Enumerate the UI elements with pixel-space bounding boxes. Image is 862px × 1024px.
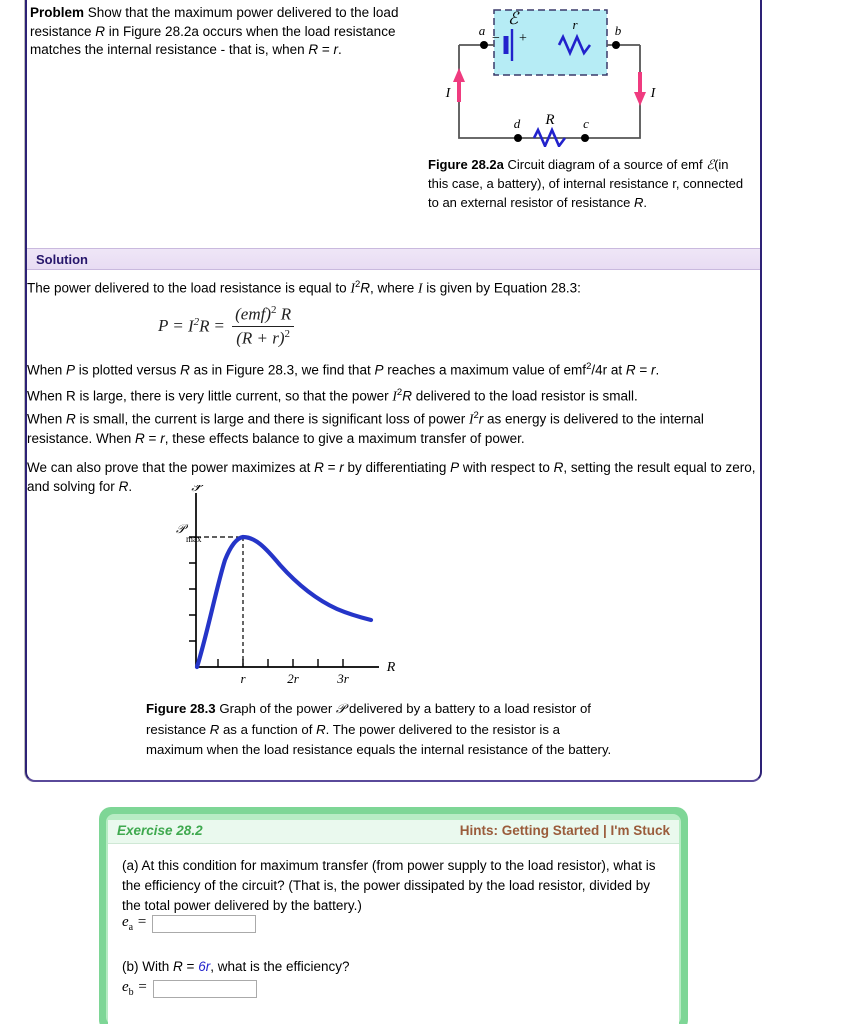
- node-dot-c: [581, 134, 589, 142]
- solution-paragraph-3: When R is small, the current is large and there is significant loss of power $I^2r$ as energy is delivered to the internal resistance. When R = r, these effects balance to give a maximum transfer of power.: [27, 410, 704, 446]
- problem-statement: [30, 4, 430, 60]
- node-label-a: a: [478, 23, 486, 38]
- graph-figure-caption-label: Figure 28.3: [146, 701, 216, 716]
- exercise-part-b-question-pre: (b) With: [122, 959, 174, 974]
- exercise-header: [108, 820, 679, 844]
- exercise-part-b-answer-input[interactable]: [153, 980, 257, 998]
- graph-y-axis-label: 𝒫: [191, 485, 201, 494]
- exercise-title: Exercise 28.2: [117, 823, 203, 838]
- problem-body: Show that the maximum power delivered to the load resistance R in Figure 28.2a occurs when the load resistance matches the internal resistance - that is, when R = r.: [30, 5, 399, 57]
- current-label-left: I: [445, 86, 451, 101]
- exercise-part-a-question: (a) At this condition for maximum transfer (from power supply to the load resistor), what is the efficiency of the circuit? (That is, the power dissipated by the load resistor, divided by the total power delivered by the battery.): [122, 858, 656, 913]
- solution-paragraph-1: When P is plotted versus R as in Figure 28.3, we find that P reaches a maximum value of emf$^2$/4r at R = r.: [27, 361, 660, 378]
- graph-x-label-2r: 2r: [287, 671, 299, 686]
- current-arrow-right: [634, 72, 646, 106]
- exercise-part-a-answer-row: [122, 914, 256, 933]
- internal-resistance-label: r: [572, 17, 578, 32]
- node-label-c: c: [583, 116, 589, 131]
- exercise-part-b-question-var: R = 6r: [173, 959, 211, 974]
- solution-paragraph-2: When R is large, there is very little current, so that the power $I^2R$ delivered to the load resistor is small.: [27, 387, 638, 404]
- exercise-part-a-answer-input[interactable]: [152, 915, 256, 933]
- node-dot-b: [612, 41, 620, 49]
- solution-header-bar: [27, 248, 760, 270]
- load-resistance-label: R: [545, 112, 555, 128]
- graph-pmax-label: 𝒫: [175, 522, 185, 536]
- exercise-part-a-answer-label: $e_a$ =: [122, 914, 147, 933]
- power-graph-svg: [155, 485, 400, 690]
- node-dot-d: [514, 134, 522, 142]
- solution-header-label: Solution: [36, 252, 88, 267]
- node-label-b: b: [614, 23, 622, 38]
- circuit-diagram-svg: [444, 2, 674, 147]
- battery-plus-sign: +: [519, 31, 527, 46]
- battery-minus-sign: −: [492, 31, 500, 46]
- circuit-diagram-figure: [444, 2, 674, 147]
- graph-x-label-r: r: [240, 671, 246, 686]
- node-label-d: d: [513, 116, 521, 131]
- graph-figure-caption-text: Graph of the power 𝒫 delivered by a battery to a load resistor of resistance R as a function of R. The power delivered to the resistor is a maximum when the load resistance equals the internal resistance of the battery.: [146, 701, 612, 757]
- graph-x-axis-label: R: [386, 660, 396, 675]
- graph-pmax-subscript: max: [186, 534, 202, 544]
- exercise-hints-link[interactable]: Hints: Getting Started | I'm Stuck: [459, 823, 670, 838]
- graph-x-label-3r: 3r: [337, 671, 349, 686]
- exercise-part-b-answer-label: $e_b$ =: [122, 979, 148, 998]
- circuit-figure-caption: [428, 155, 748, 212]
- equation-fraction: [231, 304, 295, 348]
- graph-figure-caption: [146, 699, 616, 761]
- equation-lhs: P: [158, 316, 169, 336]
- equation-isq-r: $I^2R$: [187, 315, 210, 336]
- graph-power-curve: [197, 537, 371, 667]
- circuit-figure-caption-text: Circuit diagram of a source of emf ℰ(in this case, a battery), of internal resistance r, connected to an external resistor of resistance R.: [428, 157, 744, 210]
- solution-paragraph-4: We can also prove that the power maximizes at R = r by differentiating P with respect to R, setting the result equal to zero, and solving for R.: [27, 460, 756, 494]
- power-graph-figure: [155, 485, 400, 690]
- equation-numerator: (emf)$^2$ R: [235, 304, 292, 324]
- exercise-body: [108, 844, 679, 1024]
- solution-intro-line: The power delivered to the load resistance is equal to $I^2R$, where I is given by Equation 28.3:: [27, 279, 581, 296]
- emf-symbol-label: ℰ: [507, 9, 519, 28]
- exercise-part-b-answer-row: [122, 979, 257, 998]
- circuit-figure-caption-label: Figure 28.2a: [428, 157, 504, 172]
- exercise-part-b-question-post: , what is the efficiency?: [210, 959, 350, 974]
- power-equation: P = $I^2R$ = $\frac{(emf)^2 R}{(R + r)^2}$: [158, 304, 297, 348]
- exercise-part-b-question: [122, 957, 667, 977]
- current-label-right: I: [650, 86, 656, 101]
- equation-denominator: $(R + r)^2$: [232, 326, 294, 349]
- problem-label: Problem: [30, 5, 85, 20]
- node-dot-a: [480, 41, 488, 49]
- current-arrow-left: [453, 68, 465, 102]
